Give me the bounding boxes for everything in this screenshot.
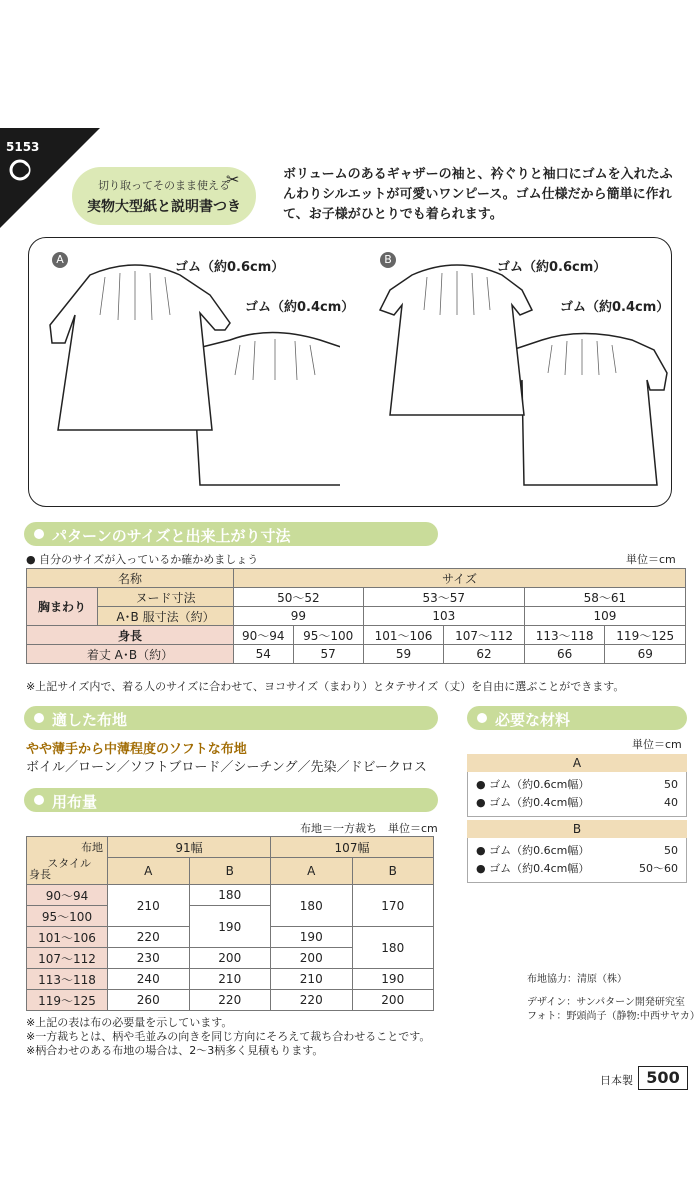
yardage-cell: 240 bbox=[108, 969, 190, 990]
materials-b-block bbox=[467, 820, 687, 883]
nude-value: 53〜57 bbox=[363, 588, 524, 607]
size-subtitle: ● 自分のサイズが入っているか確かめましょう bbox=[26, 553, 259, 566]
fabric-highlight: やや薄手から中薄程度のソフトな布地 bbox=[26, 742, 247, 757]
dress-a-illustration bbox=[40, 255, 340, 500]
yardage-section-title: 用布量 bbox=[52, 793, 98, 811]
col-a-header: A bbox=[108, 858, 190, 885]
height-header: 身長 bbox=[29, 868, 51, 881]
yardage-cell: 190 bbox=[189, 906, 271, 948]
yardage-cell: 210 bbox=[271, 969, 353, 990]
yardage-cell: 220 bbox=[108, 927, 190, 948]
yardage-cell: 210 bbox=[108, 885, 190, 927]
material-qty: 50 bbox=[664, 778, 678, 791]
width-91-header: 91幅 bbox=[108, 837, 271, 858]
neck-elastic-note-b: ゴム（約0.6cm） bbox=[497, 260, 607, 275]
yardage-cell: 190 bbox=[352, 969, 434, 990]
materials-b-label: B bbox=[467, 820, 687, 838]
length-value: 62 bbox=[444, 645, 525, 664]
height-cell: 101〜106 bbox=[27, 927, 108, 948]
bullet-icon bbox=[34, 713, 44, 723]
length-value: 66 bbox=[524, 645, 605, 664]
material-qty: 40 bbox=[664, 796, 678, 809]
yardage-cell: 260 bbox=[108, 990, 190, 1011]
length-label: 着丈 A･B（約） bbox=[27, 645, 234, 664]
height-cell: 95〜100 bbox=[27, 906, 108, 927]
height-value: 107〜112 bbox=[444, 626, 525, 645]
yardage-cell: 180 bbox=[271, 885, 353, 927]
height-cell: 107〜112 bbox=[27, 948, 108, 969]
staff-credits bbox=[527, 996, 700, 1024]
material-row bbox=[476, 842, 678, 860]
header-name: 名称 bbox=[27, 569, 234, 588]
height-label: 身長 bbox=[27, 626, 234, 645]
banner-line2: 実物大型紙と説明書つき bbox=[87, 199, 241, 215]
yardage-table bbox=[26, 836, 434, 1011]
height-cell: 119〜125 bbox=[27, 990, 108, 1011]
yardage-unit: 布地＝一方裁ち 単位＝cm bbox=[300, 822, 438, 835]
size-unit: 単位＝cm bbox=[626, 553, 676, 566]
yardage-cell: 220 bbox=[271, 990, 353, 1011]
height-value: 101〜106 bbox=[363, 626, 444, 645]
garment-label: A･B 服寸法（約） bbox=[98, 607, 234, 626]
fabric-list: ボイル／ローン／ソフトブロード／シーチング／先染／ドビークロス bbox=[26, 760, 427, 775]
intro-text bbox=[283, 165, 688, 225]
cuff-elastic-note-a: ゴム（約0.4cm） bbox=[245, 300, 355, 315]
nude-label: ヌード寸法 bbox=[98, 588, 234, 607]
scissors-icon: ✂ bbox=[226, 170, 240, 189]
yardage-note: ※柄合わせのある布地の場合は、2〜3柄多く見積もります。 bbox=[26, 1044, 324, 1057]
size-footnote: ※上記サイズ内で、着る人のサイズに合わせて、ヨコサイズ（まわり）とタテサイズ（丈）を自由に選ぶことができます。 bbox=[26, 680, 625, 693]
yardage-cell: 210 bbox=[189, 969, 271, 990]
material-qty: 50 bbox=[664, 844, 678, 857]
intro-line: ボリュームのあるギャザーの袖と、衿ぐりと袖口にゴムを入れたふ bbox=[283, 167, 673, 182]
chest-label: 胸まわり bbox=[27, 588, 98, 626]
length-value: 59 bbox=[363, 645, 444, 664]
yardage-cell: 200 bbox=[271, 948, 353, 969]
material-qty: 50〜60 bbox=[639, 862, 678, 875]
bullet-icon bbox=[34, 529, 44, 539]
material-name: ● ゴム（約0.4cm幅） bbox=[476, 862, 590, 875]
materials-unit: 単位＝cm bbox=[632, 738, 682, 751]
brand-logo-icon bbox=[8, 158, 32, 182]
dress-b-illustration bbox=[372, 255, 672, 500]
material-row bbox=[476, 776, 678, 794]
design-credit: デザイン：サンパターン開発研究室 bbox=[527, 997, 685, 1008]
photo-credit: フォト：野頭尚子（静物:中西サヤカ） bbox=[527, 1011, 700, 1022]
yardage-note: ※上記の表は布の必要量を示しています。 bbox=[26, 1016, 233, 1029]
yardage-cell: 230 bbox=[108, 948, 190, 969]
fabric-header: 布地 bbox=[81, 841, 103, 854]
style-header: スタイル bbox=[47, 857, 91, 870]
style-a-marker: A bbox=[52, 252, 68, 268]
fabric-section-title: 適した布地 bbox=[52, 711, 128, 729]
length-value: 54 bbox=[233, 645, 293, 664]
neck-elastic-note-a: ゴム（約0.6cm） bbox=[175, 260, 285, 275]
price-box: 500 bbox=[638, 1066, 688, 1090]
cuff-elastic-note-b: ゴム（約0.4cm） bbox=[560, 300, 670, 315]
col-b-header: B bbox=[189, 858, 271, 885]
header-size: サイズ bbox=[233, 569, 685, 588]
width-107-header: 107幅 bbox=[271, 837, 434, 858]
bullet-icon bbox=[477, 713, 487, 723]
col-b-header: B bbox=[352, 858, 434, 885]
height-cell: 113〜118 bbox=[27, 969, 108, 990]
yardage-cell: 180 bbox=[352, 927, 434, 969]
nude-value: 58〜61 bbox=[524, 588, 685, 607]
material-name: ● ゴム（約0.4cm幅） bbox=[476, 796, 590, 809]
materials-a-list bbox=[467, 772, 687, 817]
banner-line1: 切り取ってそのまま使える bbox=[98, 179, 230, 192]
fabric-section-bar bbox=[24, 706, 438, 730]
height-value: 90〜94 bbox=[233, 626, 293, 645]
corner-header bbox=[27, 837, 108, 885]
size-section-bar bbox=[24, 522, 438, 546]
yardage-cell: 220 bbox=[189, 990, 271, 1011]
material-name: ● ゴム（約0.6cm幅） bbox=[476, 844, 590, 857]
materials-a-label: A bbox=[467, 754, 687, 772]
yardage-section-bar bbox=[24, 788, 438, 812]
yardage-cell: 190 bbox=[271, 927, 353, 948]
yardage-cell: 200 bbox=[189, 948, 271, 969]
garment-value: 99 bbox=[233, 607, 363, 626]
yardage-cell: 180 bbox=[189, 885, 271, 906]
height-value: 119〜125 bbox=[605, 626, 686, 645]
made-in-label: 日本製 bbox=[600, 1074, 633, 1087]
yardage-notes bbox=[26, 1016, 430, 1058]
height-cell: 90〜94 bbox=[27, 885, 108, 906]
size-section-title: パターンのサイズと出来上がり寸法 bbox=[52, 527, 291, 545]
height-value: 113〜118 bbox=[524, 626, 605, 645]
material-row bbox=[476, 794, 678, 812]
yardage-note: ※一方裁ちとは、柄や毛並みの向きを同じ方向にそろえて裁ち合わせることです。 bbox=[26, 1030, 431, 1043]
length-value: 57 bbox=[293, 645, 363, 664]
nude-value: 50〜52 bbox=[233, 588, 363, 607]
bullet-icon bbox=[34, 795, 44, 805]
materials-b-list bbox=[467, 838, 687, 883]
length-value: 69 bbox=[605, 645, 686, 664]
garment-value: 109 bbox=[524, 607, 685, 626]
materials-section-bar bbox=[467, 706, 687, 730]
materials-section-title: 必要な材料 bbox=[495, 711, 571, 729]
materials-a-block bbox=[467, 754, 687, 817]
garment-value: 103 bbox=[363, 607, 524, 626]
fabric-credit: 布地協力：清原（株） bbox=[527, 974, 627, 985]
intro-line: て、お子様がひとりでも着られます。 bbox=[283, 207, 503, 222]
yardage-cell: 200 bbox=[352, 990, 434, 1011]
yardage-cell: 170 bbox=[352, 885, 434, 927]
material-row bbox=[476, 860, 678, 878]
size-table bbox=[26, 568, 686, 664]
col-a-header: A bbox=[271, 858, 353, 885]
height-value: 95〜100 bbox=[293, 626, 363, 645]
style-b-marker: B bbox=[380, 252, 396, 268]
intro-line: んわりシルエットが可愛いワンピース。ゴム仕様だから簡単に作れ bbox=[283, 187, 672, 202]
pattern-code: 5153 bbox=[6, 140, 40, 154]
material-name: ● ゴム（約0.6cm幅） bbox=[476, 778, 590, 791]
